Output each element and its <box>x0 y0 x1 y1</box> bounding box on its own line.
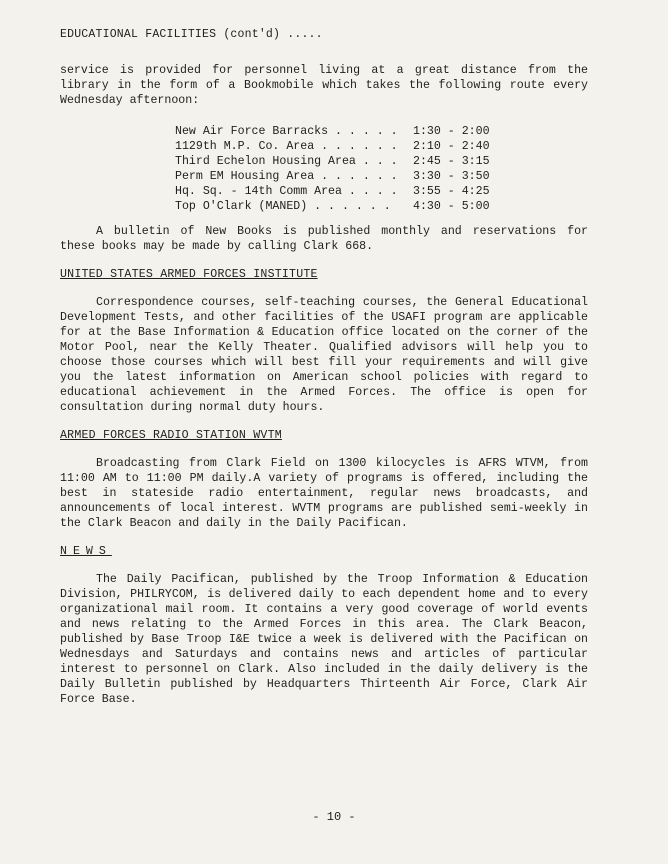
page-number: - 10 - <box>312 810 356 824</box>
route-row <box>175 184 588 199</box>
route-time: 3:55 - 4:25 <box>413 185 490 198</box>
bookmobile-route-list <box>175 124 588 214</box>
route-time: 2:45 - 3:15 <box>413 155 490 168</box>
route-time: 4:30 - 5:00 <box>413 200 490 213</box>
route-place: Top O'Clark (MANED) . . . . . . <box>175 200 391 213</box>
usafi-heading: UNITED STATES ARMED FORCES INSTITUTE <box>60 268 318 281</box>
route-row <box>175 124 588 139</box>
radio-heading: ARMED FORCES RADIO STATION WVTM <box>60 429 282 442</box>
radio-paragraph: Broadcasting from Clark Field on 1300 kilocycles is AFRS WTVM, from 11:00 AM to 11:00 PM daily.A variety of programs is offered, including the best in stateside radio entertainment, regular news broadcasts, and announcements of local interest. WVTM programs are published semi-weekly in the Clark Beacon and daily in the Daily Pacifican. <box>60 457 588 530</box>
route-row <box>175 139 588 154</box>
news-heading: NEWS <box>60 545 112 558</box>
route-row <box>175 154 588 169</box>
intro-paragraph: service is provided for personnel living at a great distance from the library in the form of a Bookmobile which takes the following route every Wednesday afternoon: <box>60 64 588 107</box>
route-place: 1129th M.P. Co. Area . . . . . . <box>175 140 398 153</box>
route-time: 2:10 - 2:40 <box>413 140 490 153</box>
route-row <box>175 199 588 214</box>
route-place: New Air Force Barracks . . . . . <box>175 125 398 138</box>
bulletin-paragraph: A bulletin of New Books is published monthly and reservations for these books may be made by calling Clark 668. <box>60 225 588 253</box>
route-time: 1:30 - 2:00 <box>413 125 490 138</box>
usafi-paragraph: Correspondence courses, self-teaching courses, the General Educational Development Tests, and other facilities of the USAFI program are applicable for at the Base Information & Education office located on the corner of the Motor Pool, near the Kelly Theater. Qualified advisors will help you to choose those courses which will best fill your requirements and will give you the latest information on American school policies with regard to educational achievement in the Armed Forces. The office is open for consultation during normal duty hours. <box>60 296 588 414</box>
route-time: 3:30 - 3:50 <box>413 170 490 183</box>
news-paragraph: The Daily Pacifican, published by the Troop Information & Education Division, PHILRYCOM, is delivered daily to each dependent home and to every organizational mail room. It contains a very good coverage of world events and news relating to the Armed Forces in this area. The Clark Beacon, published by Base Troop I&E twice a week is delivered with the Pacifican on Wednesdays and Saturdays and contains news and articles of particular interest to personnel on Clark. Also included in the daily delivery is the Daily Bulletin published by Headquarters Thirteenth Air Force, Clark Air Force Base. <box>60 573 588 706</box>
route-place: Third Echelon Housing Area . . . <box>175 155 398 168</box>
route-row <box>175 169 588 184</box>
route-place: Hq. Sq. - 14th Comm Area . . . . <box>175 185 398 198</box>
route-place: Perm EM Housing Area . . . . . . <box>175 170 398 183</box>
page-header: EDUCATIONAL FACILITIES (cont'd) ..... <box>60 28 323 41</box>
